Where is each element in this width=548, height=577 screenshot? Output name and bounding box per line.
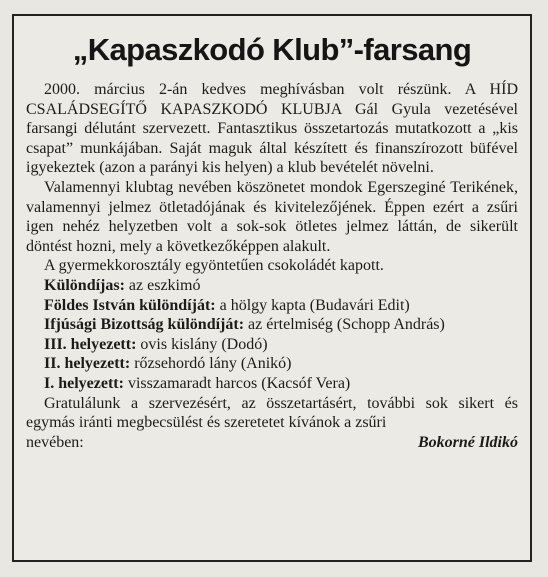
article-body [26,80,518,453]
award-value: az értelmiség (Schopp András) [244,316,445,334]
award-value: ovis kislány (Dodó) [136,335,268,353]
award-label: II. helyezett: [44,355,131,373]
award-value: visszamaradt harcos (Kacsóf Vera) [123,374,351,392]
award-line [26,315,518,335]
closing-tail: nevében: [26,433,84,451]
article-title: „Kapaszkodó Klub”-farsang [72,32,472,67]
award-label: Földes István különdíját: [44,296,216,314]
author-signature: Bokorné Ildikó [417,433,518,451]
signature-row [26,433,518,453]
award-value: rőzsehordó lány (Anikó) [130,355,292,373]
award-label: Ifjúsági Bizottság különdíját: [44,316,245,334]
article-frame [12,14,532,562]
paragraph-closing: Gratulálunk a szervezésért, az összetartásért, további sok sikert és egymás iránti megbecsülést és szeretetet kívánok a zsűri [26,394,518,432]
award-label: I. helyezett: [44,374,124,392]
paragraph-intro: 2000. március 2-án kedves meghívásban volt részünk. A HÍD CSALÁDSEGÍTŐ KAPASZKODÓ KLUBJA Gál Gyula vezetésével farsangi délutánt szervezett. Fantasztikus összetartozás mutatkozott a „kis csapat” munkájában. Saját maguk által készített és finanszírozott büfével igyekeztek (azon a parányi kis helyen) a klub bevételét növelni. [26,81,518,177]
award-line [26,335,518,355]
award-value: az eszkimó [124,276,201,294]
award-label: Különdíjas: [44,276,125,294]
paragraph-thanks: Valamennyi klubtag nevében köszönetet mondok Egerszeginé Terikének, valamennyi jelmez ötletadójának és kivitelezőjének. Éppen ezért a zsűri igen nehéz helyzetben volt a sok-sok ötletes jelmez láttán, de sikerült döntést hozni, mely a következőképpen alakult. [26,178,518,255]
award-value: a hölgy kapta (Budavári Edit) [215,296,410,314]
paragraph-children: A gyermekkorosztály egyöntetűen csokoládét kapott. [44,257,384,275]
award-line [26,276,518,296]
award-line [26,296,518,316]
award-line [26,354,518,374]
award-label: III. helyezett: [44,335,137,353]
award-line [26,374,518,394]
